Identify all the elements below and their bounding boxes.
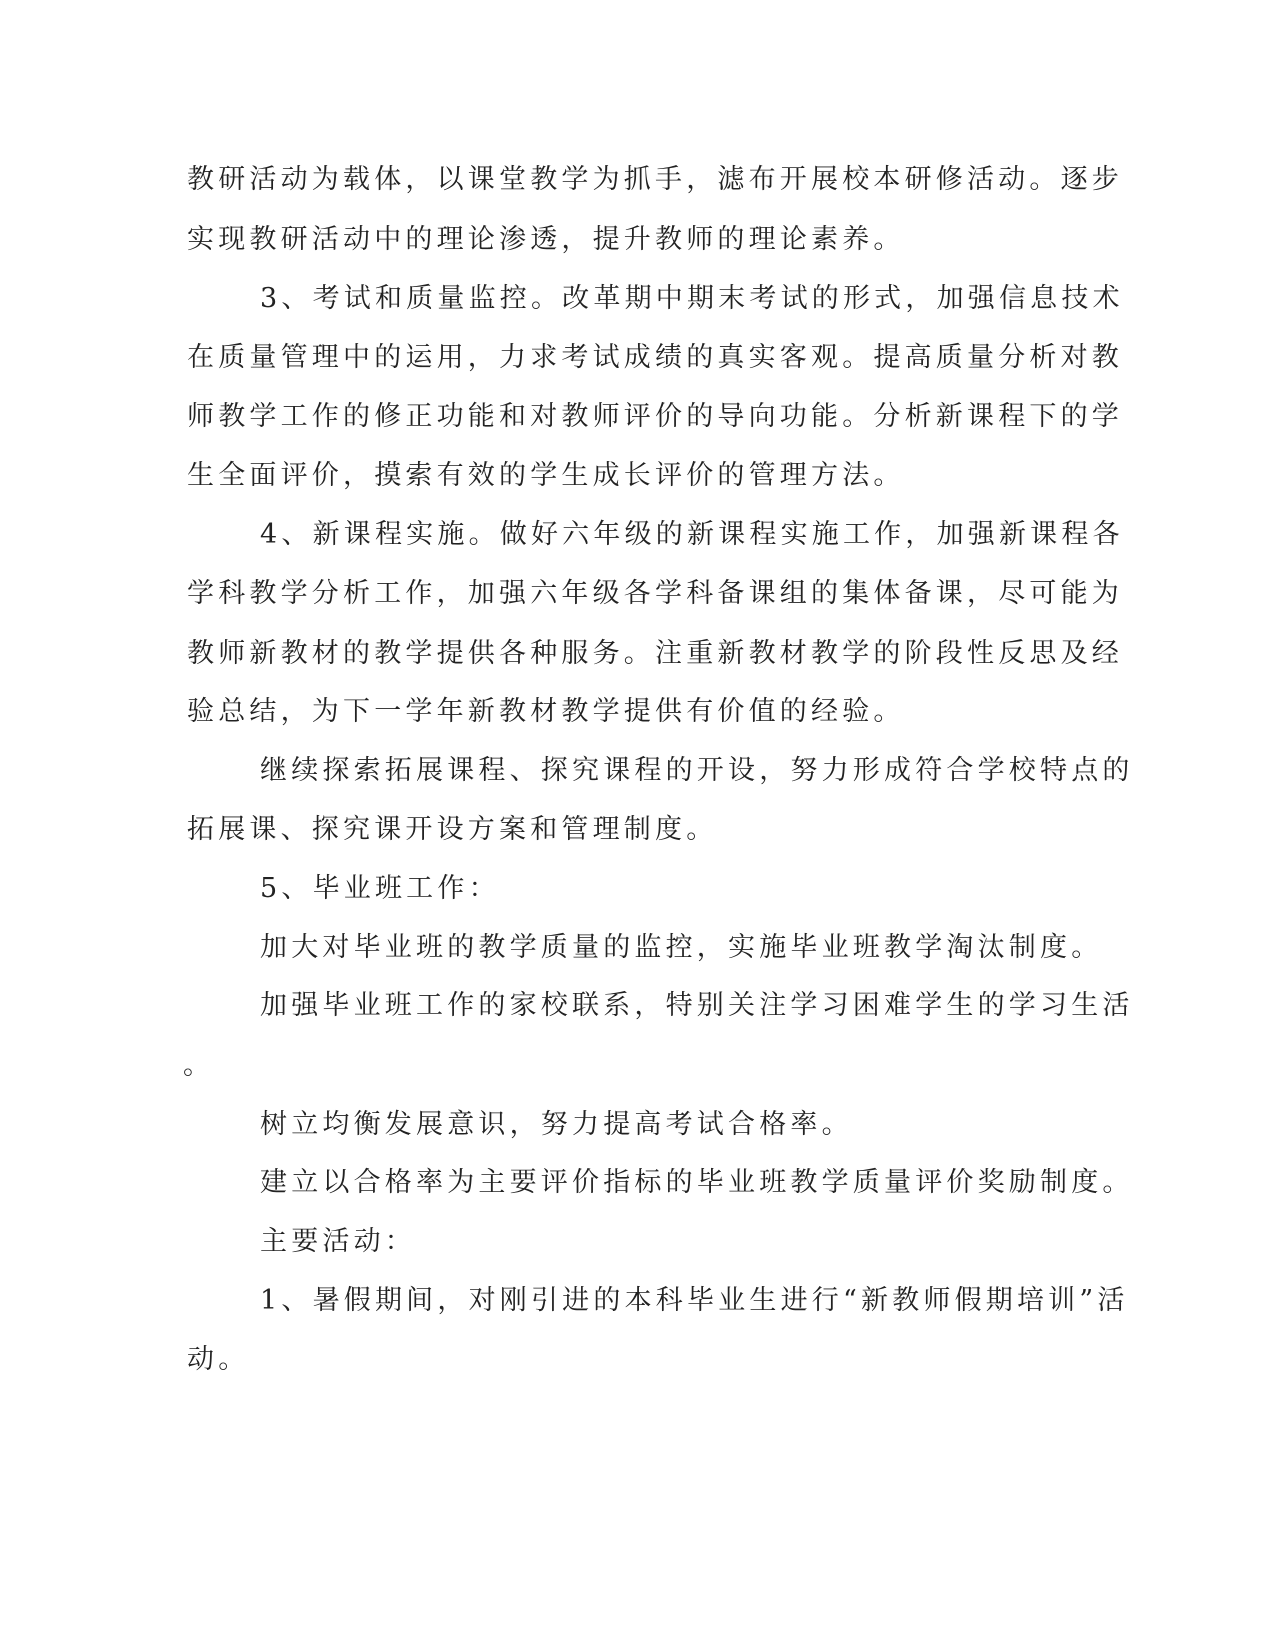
text-line: 验总结，为下一学年新教材教学提供有价值的经验。 (187, 696, 905, 727)
text-line: 拓展课、探究课开设方案和管理制度。 (187, 814, 718, 845)
paragraph-heading-4: 4、新课程实施。做好六年级的新课程实施工作，加强新课程各 (260, 519, 1124, 550)
text-line: 师教学工作的修正功能和对教师评价的导向功能。分析新课程下的学 (187, 401, 1123, 432)
paragraph-heading-5: 5、毕业班工作： (260, 873, 500, 904)
text-line: 学科教学分析工作，加强六年级各学科备课组的集体备课，尽可能为 (187, 578, 1123, 609)
text-line: 动。 (187, 1344, 250, 1375)
text-line: 加大对毕业班的教学质量的监控，实施毕业班教学淘汰制度。 (260, 932, 1103, 963)
text-line: 建立以合格率为主要评价指标的毕业班教学质量评价奖励制度。 (260, 1167, 1134, 1198)
text-line: 继续探索拓展课程、探究课程的开设，努力形成符合学校特点的 (260, 755, 1134, 786)
section-label: 主要活动： (260, 1226, 416, 1257)
text-line: 。 (183, 1050, 215, 1081)
text-line: 1、暑假期间，对刚引进的本科毕业生进行“新教师假期培训”活 (260, 1285, 1129, 1316)
text-line: 教研活动为载体，以课堂教学为抓手，滤布开展校本研修活动。逐步 (187, 164, 1123, 195)
text-line: 树立均衡发展意识，努力提高考试合格率。 (260, 1109, 853, 1140)
text-line: 生全面评价，摸索有效的学生成长评价的管理方法。 (187, 460, 905, 491)
text-line: 教师新教材的教学提供各种服务。注重新教材教学的阶段性反思及经 (187, 638, 1123, 669)
paragraph-heading-3: 3、考试和质量监控。改革期中期末考试的形式，加强信息技术 (260, 283, 1124, 314)
text-line: 实现教研活动中的理论渗透，提升教师的理论素养。 (187, 224, 905, 255)
text-line: 在质量管理中的运用，力求考试成绩的真实客观。提高质量分析对教 (187, 342, 1123, 373)
text-line: 加强毕业班工作的家校联系，特别关注学习困难学生的学习生活 (260, 990, 1134, 1021)
